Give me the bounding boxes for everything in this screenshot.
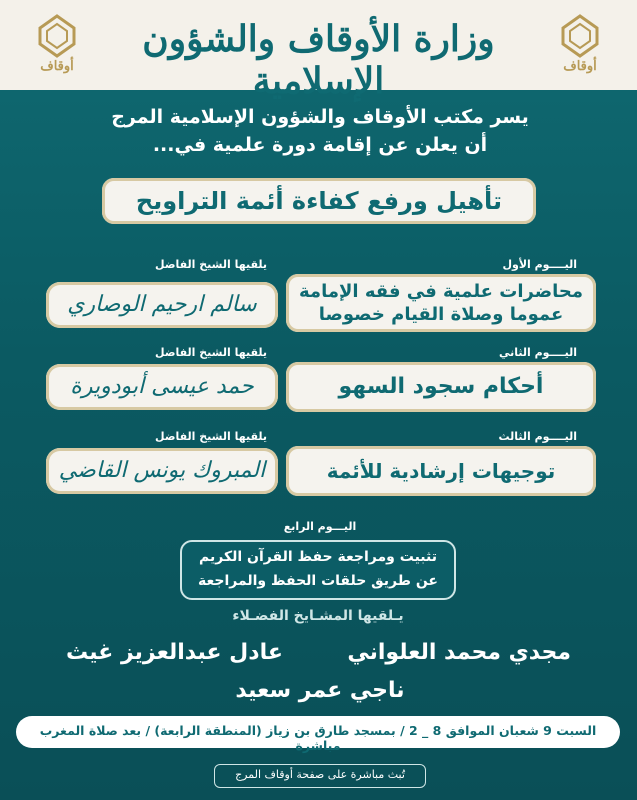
- speaker-majdi: مجدي محمد العلواني: [347, 640, 571, 665]
- day-4-line-1: تثبيت ومراجعة حفظ القرآن الكريم: [199, 549, 437, 565]
- day-3-sheikh-name: المبروك يونس القاضي: [58, 458, 266, 483]
- day-1-sheikh-name: سالم ارحيم الوصاري: [67, 292, 257, 317]
- day-1-lecture-line-1: محاضرات علمية في فقه الإمامة: [299, 281, 583, 302]
- day-1-label: اليــــوم الأول: [502, 258, 577, 271]
- day-2-label: اليــــوم الثاني: [499, 346, 577, 359]
- day-3-lecture-box: [286, 446, 596, 496]
- svg-text:أوقاف: أوقاف: [40, 59, 74, 74]
- day-2-sheikh-box: [46, 364, 278, 410]
- day-2-lecture-box: [286, 362, 596, 412]
- day-4-line-2: عن طريق حلقات الحفظ والمراجعة: [198, 573, 438, 589]
- svg-text:أوقاف: أوقاف: [563, 59, 597, 74]
- intro-line-2: أن يعلن عن إقامة دورة علمية في...: [152, 134, 488, 156]
- follow-text: تُبث مباشرة على صفحة أوقاف المرج: [235, 768, 405, 781]
- ministry-title: وزارة الأوقاف والشؤون الإسلامية: [142, 18, 495, 102]
- day-2-lecture: أحكام سجود السهو: [338, 374, 544, 399]
- awqaf-emblem-right: [545, 14, 615, 76]
- header-band: [0, 0, 637, 102]
- intro-line-1: يسر مكتب الأوقاف والشؤون الإسلامية المرج: [111, 106, 529, 128]
- speaker-naji: ناجي عمر سعيد: [235, 678, 405, 703]
- day-4-label: اليـــوم الرابع: [283, 520, 357, 533]
- schedule-text: السبت 9 شعبان الموافق 8 _ 2 / بمسجد طارق بن زياز (المنطقة الرابعة) / بعد صلاة المغرب مباشرة: [39, 723, 597, 753]
- day-3-lecture: توجيهات إرشادية للأئمة: [326, 459, 556, 483]
- day-2-sheikh-name: حمد عيسى أبودويرة: [70, 374, 254, 399]
- course-title-banner: [102, 178, 536, 224]
- day-4-speakers-label: يـلقيها المشـايخ الفضـلاء: [232, 608, 404, 624]
- schedule-bar: [16, 716, 620, 753]
- day-2-speaker-label: يلقيها الشيخ الفاضل: [155, 346, 267, 359]
- speaker-adel: عادل عبدالعزيز غيث: [66, 640, 283, 665]
- day-1-speaker-label: يلقيها الشيخ الفاضل: [155, 258, 267, 271]
- course-title: تأهيل ورفع كفاءة أئمة التراويح: [135, 187, 503, 215]
- day-1-lecture-line-2: عموما وصلاة القيام خصوصا: [318, 304, 564, 325]
- awqaf-emblem-left: [22, 14, 92, 76]
- day-1-lecture-box: [286, 274, 596, 332]
- day-3-sheikh-box: [46, 448, 278, 494]
- day-3-label: اليــــوم الثالث: [498, 430, 577, 443]
- follow-box: [214, 764, 426, 788]
- day-3-speaker-label: يلقيها الشيخ الفاضل: [155, 430, 267, 443]
- day-1-sheikh-box: [46, 282, 278, 328]
- day-4-box: [180, 540, 456, 600]
